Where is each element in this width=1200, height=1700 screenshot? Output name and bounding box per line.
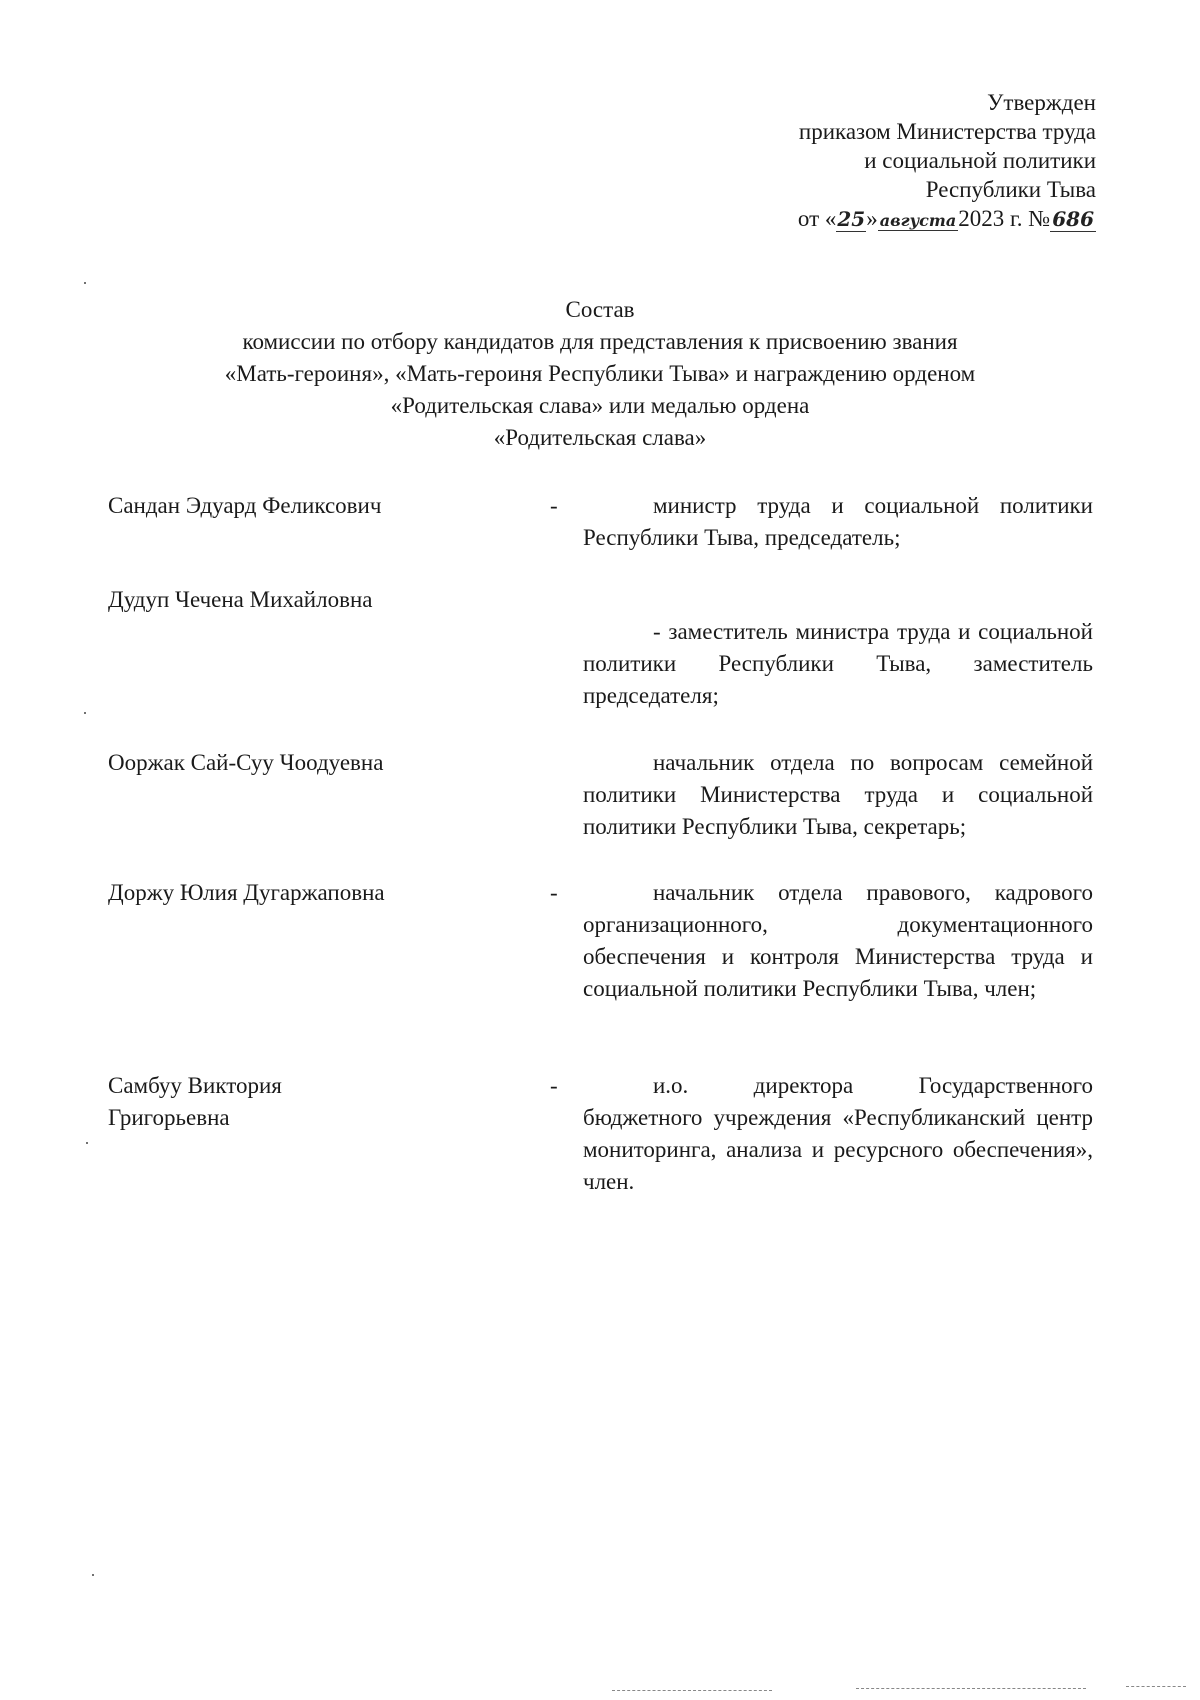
approval-date-mid: »	[866, 206, 878, 231]
scan-speck	[92, 1574, 94, 1576]
title-line-3: «Родительская слава» или медалью ордена	[390, 393, 810, 418]
member-role	[583, 747, 1093, 843]
member-role-text: министр труда и социальной политики Республики Тыва, председатель;	[583, 493, 1093, 550]
member-role	[583, 490, 1093, 554]
title-line-2: «Мать-героиня», «Мать-героиня Республики Тыва» и награждению орденом	[224, 361, 976, 386]
approval-line-3: и социальной политики	[864, 148, 1096, 173]
scan-speck	[84, 282, 86, 284]
approval-line-2: приказом Министерства труда	[798, 119, 1096, 144]
member-role	[583, 877, 1093, 1005]
approval-line-4: Республики Тыва	[925, 177, 1096, 202]
title-heading: Состав	[565, 297, 635, 322]
approval-stamp	[676, 88, 1096, 235]
member-dash: -	[550, 493, 558, 518]
scan-speck	[86, 1142, 88, 1144]
member-name: Доржу Юлия Дугаржаповна	[108, 880, 385, 905]
approval-date-line	[676, 204, 1096, 235]
member-dash: -	[550, 880, 558, 905]
member-name: Самбуу Виктория Григорьевна	[108, 1073, 282, 1130]
approval-date-month: августа	[879, 211, 957, 230]
scan-edge-mark	[856, 1688, 1086, 1689]
approval-order-number: 686	[1052, 207, 1094, 231]
member-role	[583, 616, 1093, 712]
approval-line-1: Утвержден	[987, 90, 1096, 115]
member-name: Дудуп Чечена Михайловна	[108, 587, 373, 612]
scan-edge-mark	[612, 1690, 772, 1691]
member-role-text: и.о. директора Государственного бюджетного учреждения «Республиканский центр мониторинга, анализа и ресурсного обеспечения», член.	[583, 1073, 1093, 1194]
member-role-text: начальник отдела правового, кадрового организационного, документационного обеспечения и контроля Министерства труда и социальной политики Республики Тыва, член;	[583, 880, 1093, 1001]
member-dash: -	[550, 1073, 558, 1098]
document-title	[100, 294, 1100, 454]
title-line-4: «Родительская слава»	[493, 425, 707, 450]
approval-date-year: 2023 г. №	[958, 206, 1051, 231]
member-role-text: - заместитель министра труда и социальной политики Республики Тыва, заместитель председателя;	[583, 619, 1093, 708]
title-line-1: комиссии по отбору кандидатов для представления к присвоению звания	[242, 329, 958, 354]
member-name: Ооржак Сай-Суу Чоодуевна	[108, 750, 384, 775]
scan-edge-mark	[1126, 1686, 1186, 1687]
member-name: Сандан Эдуард Феликсович	[108, 493, 382, 518]
member-role-text: начальник отдела по вопросам семейной политики Министерства труда и социальной политики Республики Тыва, секретарь;	[583, 750, 1093, 839]
member-role	[583, 1070, 1093, 1198]
scan-speck	[84, 712, 86, 714]
approval-date-prefix: от «	[797, 206, 837, 231]
approval-date-day: 25	[837, 207, 866, 231]
